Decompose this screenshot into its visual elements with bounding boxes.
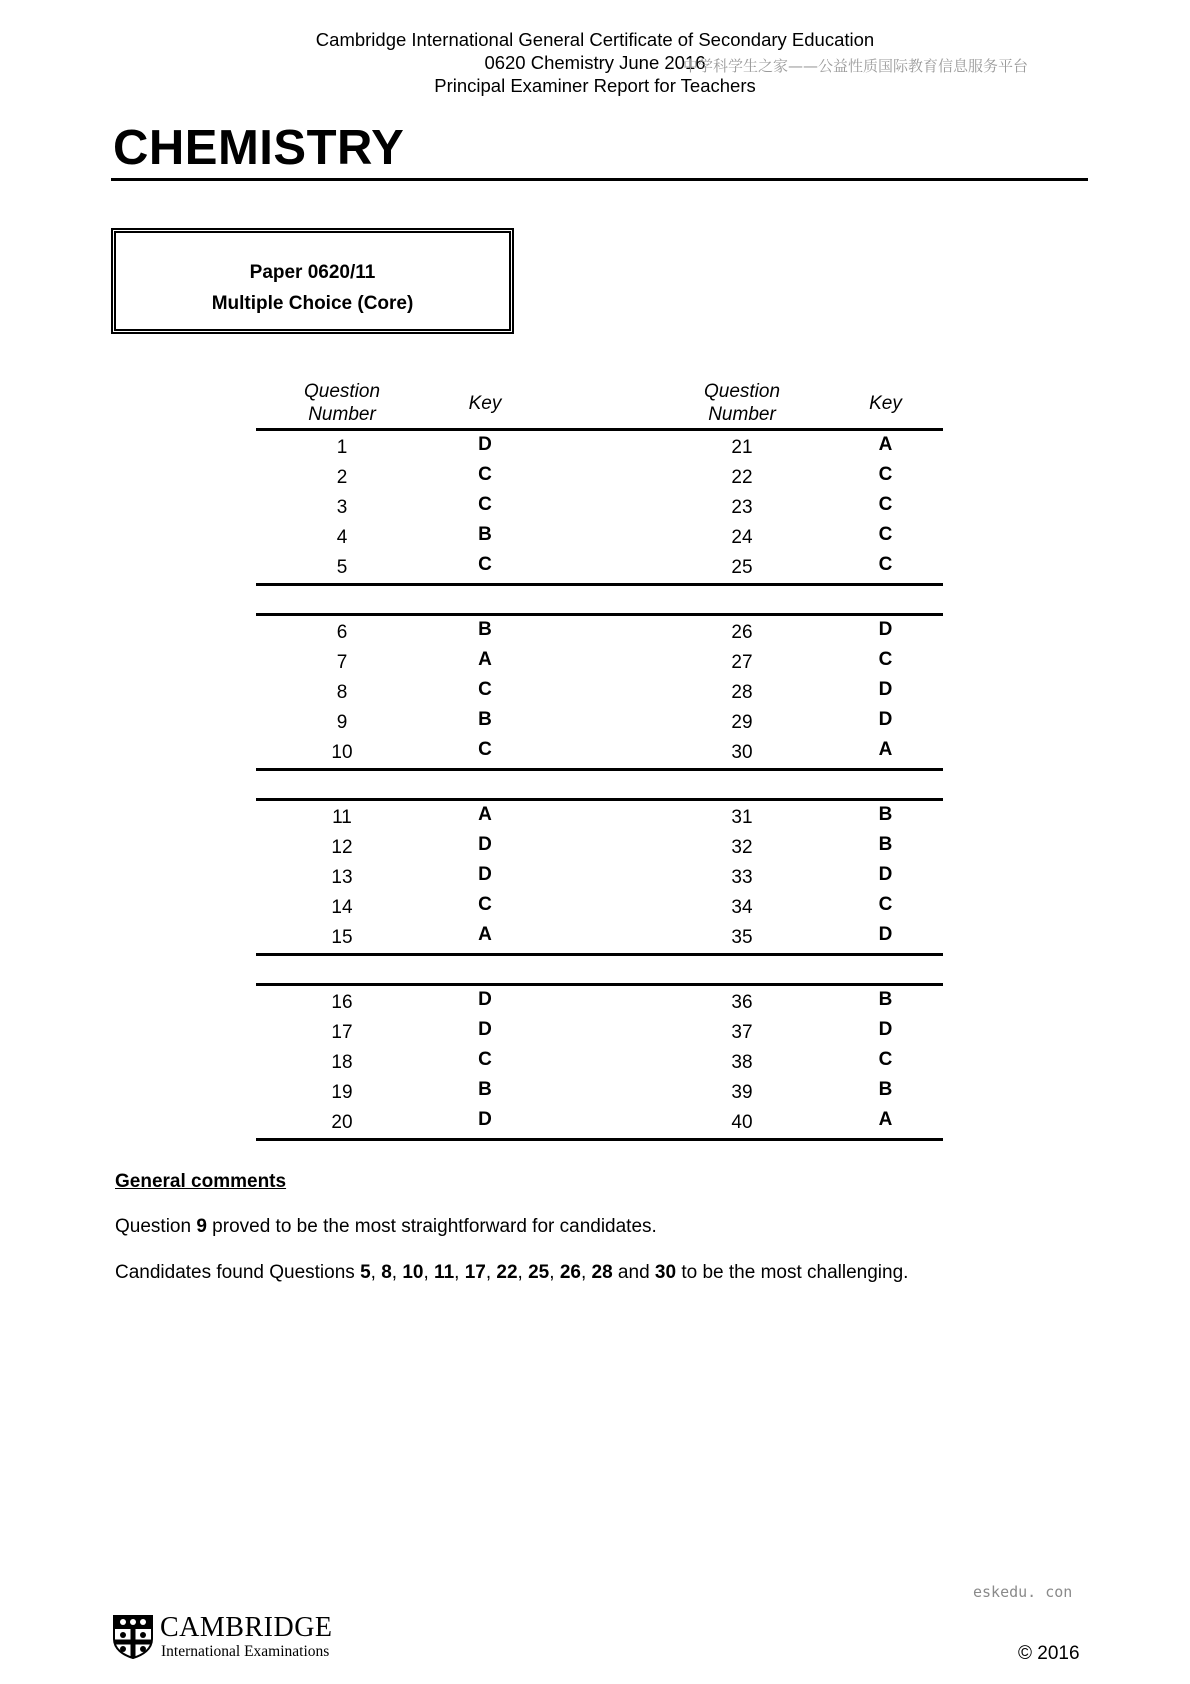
- comment-text: ,: [580, 1262, 592, 1283]
- header-syllabus: 0620 Chemistry June 2016: [484, 52, 706, 73]
- gap-cell: [542, 1048, 656, 1078]
- gap-cell: [542, 430, 656, 464]
- question-number: 40: [656, 1108, 828, 1140]
- answer-key: C: [878, 464, 893, 485]
- question-ref: 5: [360, 1262, 371, 1283]
- question-number: 39: [731, 1082, 753, 1103]
- table-row: [256, 833, 943, 863]
- question-ref: 22: [496, 1262, 518, 1283]
- table-header-row: [256, 378, 943, 430]
- comments-heading: General comments: [115, 1171, 287, 1192]
- answer-key: B: [878, 989, 893, 1010]
- answer-key: A: [828, 735, 943, 767]
- question-ref: 17: [464, 1262, 486, 1283]
- question-ref: 10: [402, 1262, 424, 1283]
- answer-key-body: [256, 430, 943, 1140]
- table-row: [256, 463, 943, 493]
- question-number: 9: [336, 712, 348, 733]
- question-number: 20: [256, 1108, 428, 1140]
- gap-cell: [542, 863, 656, 893]
- question-number: 21: [731, 437, 753, 458]
- question-number: 29: [731, 712, 753, 733]
- table-row: [256, 1018, 943, 1048]
- question-ref: 28: [591, 1262, 613, 1283]
- answer-key: C: [478, 679, 492, 700]
- table-row: [256, 708, 943, 738]
- answer-key: C: [878, 894, 893, 915]
- gap-cell: [542, 678, 656, 708]
- paper-box: [111, 228, 514, 334]
- table-row: [256, 1108, 943, 1140]
- question-number: 15: [256, 923, 428, 955]
- question-number: 33: [731, 867, 753, 888]
- question-number: 23: [731, 497, 753, 518]
- comment-text: ,: [549, 1262, 560, 1283]
- answer-key: B: [878, 834, 893, 855]
- table-row: [256, 523, 943, 553]
- question-number: 30: [656, 738, 828, 770]
- question-number: 36: [731, 992, 753, 1013]
- question-ref: 11: [434, 1262, 455, 1283]
- question-number: 1: [336, 437, 348, 458]
- group-separator: [256, 955, 943, 985]
- question-ref: 9: [196, 1216, 207, 1237]
- answer-key: C: [878, 524, 893, 545]
- gap-cell: [542, 553, 656, 585]
- question-number: 11: [332, 807, 352, 828]
- answer-key: C: [478, 464, 492, 485]
- table-row: [256, 863, 943, 893]
- answer-key: B: [878, 804, 893, 825]
- answer-key: C: [428, 550, 542, 582]
- question-number: 38: [731, 1052, 753, 1073]
- gap-cell: [542, 615, 656, 649]
- question-number: 37: [731, 1022, 753, 1043]
- answer-key: B: [478, 524, 492, 545]
- gap-cell: [542, 463, 656, 493]
- separator-cell: [256, 585, 943, 615]
- comment-text: Question: [115, 1216, 197, 1237]
- question-number: 5: [256, 553, 428, 585]
- answer-key: A: [478, 649, 492, 670]
- table-row: [256, 1048, 943, 1078]
- comment-easiest: [115, 1215, 908, 1238]
- question-number: 16: [331, 992, 353, 1013]
- answer-key: C: [478, 494, 492, 515]
- question-number: 17: [331, 1022, 353, 1043]
- header-report-type: Principal Examiner Report for Teachers: [434, 75, 756, 96]
- gap-cell: [542, 1018, 656, 1048]
- table-row: [256, 648, 943, 678]
- gap-cell: [542, 923, 656, 955]
- comment-text: ,: [391, 1262, 403, 1283]
- question-number: 35: [656, 923, 828, 955]
- answer-key: D: [878, 864, 893, 885]
- answer-key: B: [878, 1079, 893, 1100]
- gap-cell: [542, 493, 656, 523]
- copyright: © 2016: [1018, 1643, 1080, 1664]
- comment-text: ,: [454, 1262, 465, 1283]
- comment-text: and: [612, 1262, 655, 1283]
- separator-cell: [256, 770, 943, 800]
- answer-key: D: [478, 989, 492, 1010]
- paper-code: Paper 0620/11: [249, 262, 376, 283]
- question-number: 25: [656, 553, 828, 585]
- watermark-text: 中学科学生之家——公益性质国际教育信息服务平台: [683, 57, 1029, 75]
- table-row: [256, 553, 943, 585]
- question-number: 22: [731, 467, 753, 488]
- table-row: [256, 893, 943, 923]
- site-watermark: eskedu. con: [973, 1583, 1073, 1601]
- question-number: 2: [336, 467, 348, 488]
- answer-key: D: [478, 864, 492, 885]
- cambridge-logo: [113, 1613, 353, 1661]
- answer-key: C: [428, 735, 542, 767]
- gap-cell: [542, 523, 656, 553]
- gap-cell: [542, 648, 656, 678]
- gap-cell: [542, 1108, 656, 1140]
- header-gap: [542, 378, 656, 430]
- answer-key: C: [878, 1049, 893, 1070]
- table-row: [256, 800, 943, 834]
- table-row: [256, 493, 943, 523]
- comment-text: to be the most challenging.: [676, 1262, 909, 1283]
- table-row: [256, 430, 943, 464]
- answer-key: D: [878, 709, 893, 730]
- comment-text: Candidates found Questions: [115, 1262, 361, 1283]
- question-ref: 26: [559, 1262, 581, 1283]
- gap-cell: [542, 800, 656, 834]
- answer-key: B: [478, 619, 492, 640]
- question-number: 14: [331, 897, 353, 918]
- answer-key: D: [828, 920, 943, 952]
- answer-key: D: [428, 1105, 542, 1137]
- answer-key: D: [478, 1019, 492, 1040]
- question-number: 28: [731, 682, 753, 703]
- gap-cell: [542, 738, 656, 770]
- table-row: [256, 738, 943, 770]
- table-row: [256, 985, 943, 1019]
- answer-key: C: [478, 1049, 492, 1070]
- gap-cell: [542, 1078, 656, 1108]
- answer-key: C: [878, 494, 893, 515]
- group-separator: [256, 770, 943, 800]
- cambridge-shield-icon: [113, 1615, 153, 1659]
- question-number: 27: [731, 652, 753, 673]
- question-number: 6: [336, 622, 348, 643]
- question-number: 26: [731, 622, 753, 643]
- separator-cell: [256, 955, 943, 985]
- answer-key: A: [428, 920, 542, 952]
- question-number: 12: [331, 837, 353, 858]
- answer-key: C: [478, 894, 492, 915]
- answer-key: B: [478, 709, 492, 730]
- comment-challenging: [115, 1261, 908, 1284]
- answer-key: D: [878, 619, 893, 640]
- gap-cell: [542, 985, 656, 1019]
- question-number: 4: [336, 527, 348, 548]
- header-key: Key: [428, 378, 542, 430]
- question-ref: 8: [381, 1262, 392, 1283]
- question-number: 34: [731, 897, 753, 918]
- answer-key: D: [878, 1019, 893, 1040]
- question-number: 10: [256, 738, 428, 770]
- answer-key: C: [878, 649, 893, 670]
- question-ref: 30: [654, 1262, 677, 1283]
- general-comments: [115, 1170, 908, 1284]
- answer-key: D: [878, 679, 893, 700]
- logo-subtitle: International Examinations: [161, 1643, 330, 1660]
- title-divider: [111, 178, 1088, 181]
- table-row: [256, 678, 943, 708]
- question-ref: 25: [528, 1262, 550, 1283]
- header-question-number: Question Number: [656, 378, 828, 430]
- answer-key: A: [878, 434, 893, 455]
- question-number: 18: [331, 1052, 353, 1073]
- comment-text: ,: [485, 1262, 497, 1283]
- question-number: 3: [336, 497, 348, 518]
- table-row: [256, 615, 943, 649]
- answer-key-table: [256, 378, 943, 1141]
- table-row: [256, 1078, 943, 1108]
- answer-key: D: [478, 434, 492, 455]
- page-title: CHEMISTRY: [113, 121, 405, 175]
- question-number: 19: [331, 1082, 353, 1103]
- gap-cell: [542, 708, 656, 738]
- header-key: Key: [828, 378, 943, 430]
- logo-name: CAMBRIDGE: [160, 1612, 333, 1643]
- answer-key: D: [478, 834, 492, 855]
- question-number: 13: [331, 867, 353, 888]
- comment-text: ,: [370, 1262, 382, 1283]
- question-number: 31: [731, 807, 753, 828]
- question-number: 24: [731, 527, 753, 548]
- question-number: 8: [336, 682, 348, 703]
- header-question-number: Question Number: [256, 378, 428, 430]
- comment-text: ,: [423, 1262, 435, 1283]
- header-qualification: Cambridge International General Certificate of Secondary Education: [315, 29, 875, 50]
- answer-key: C: [828, 550, 943, 582]
- gap-cell: [542, 833, 656, 863]
- answer-key: A: [828, 1105, 943, 1137]
- group-separator: [256, 585, 943, 615]
- comment-text: proved to be the most straightforward for candidates.: [206, 1216, 657, 1237]
- comment-text: ,: [517, 1262, 529, 1283]
- question-number: 32: [731, 837, 753, 858]
- gap-cell: [542, 893, 656, 923]
- answer-key: B: [478, 1079, 492, 1100]
- paper-name: Multiple Choice (Core): [211, 293, 414, 314]
- question-number: 7: [336, 652, 348, 673]
- table-row: [256, 923, 943, 955]
- answer-key: A: [478, 804, 492, 825]
